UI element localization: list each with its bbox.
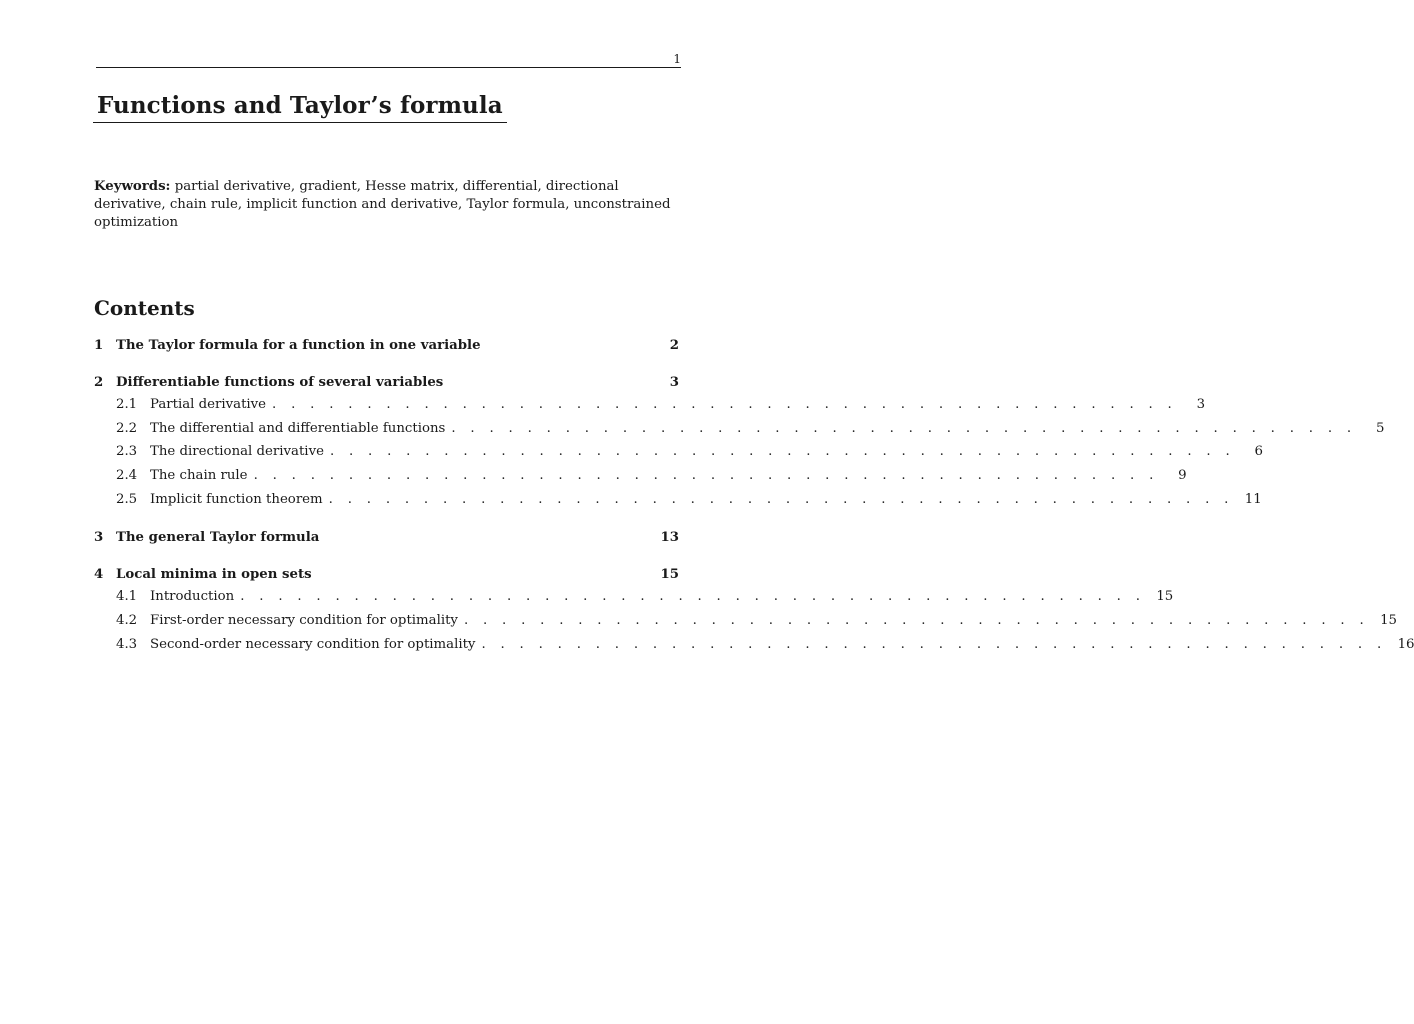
toc-subsection-number: 4.3 bbox=[116, 636, 138, 652]
toc-subsection-number: 2.1 bbox=[116, 397, 138, 412]
keywords-paragraph bbox=[94, 178, 680, 232]
toc-subsection-2-5[interactable] bbox=[94, 491, 1262, 516]
toc-subsection-page: 3 bbox=[1196, 397, 1206, 412]
toc-subsection-title: The directional derivative bbox=[150, 444, 324, 460]
toc-subsection-number: 2.4 bbox=[116, 468, 138, 484]
toc-subsection-title: Implicit function theorem bbox=[150, 491, 323, 507]
toc-subsection-number: 2.5 bbox=[116, 491, 138, 507]
toc-subsection-page: 5 bbox=[1375, 420, 1385, 436]
toc-section-page: 15 bbox=[660, 567, 679, 583]
toc-subsection-4-3[interactable] bbox=[94, 636, 1414, 661]
toc-subsection-title: The chain rule bbox=[150, 468, 248, 484]
toc-subsection-page: 15 bbox=[1380, 613, 1397, 629]
table-of-contents bbox=[94, 338, 1414, 661]
toc-section-title: The Taylor formula for a function in one variable bbox=[116, 338, 481, 353]
toc-subsection-page: 9 bbox=[1178, 468, 1187, 484]
toc-subsection-2-4[interactable] bbox=[94, 468, 1187, 492]
toc-subsection-title: Second-order necessary condition for optimality bbox=[150, 636, 476, 652]
toc-subsection-4-2[interactable] bbox=[94, 613, 1397, 637]
keywords-text: partial derivative, gradient, Hesse matrix, differential, directional derivative, chain rule, implicit function and derivative, Taylor formula, unconstrained optimization bbox=[94, 179, 671, 230]
toc-section-page: 13 bbox=[660, 530, 679, 546]
toc-subsection-4-1[interactable] bbox=[94, 589, 1174, 613]
toc-subsection-title: Introduction bbox=[150, 589, 235, 605]
toc-section-number: 3 bbox=[94, 530, 104, 546]
toc-subsection-2-2[interactable] bbox=[94, 420, 1385, 445]
toc-section-3[interactable] bbox=[94, 530, 679, 552]
toc-subsection-number: 2.2 bbox=[116, 420, 138, 436]
toc-subsection-title: The differential and differentiable functions bbox=[150, 420, 446, 436]
header-rule bbox=[96, 67, 681, 68]
contents-heading: Contents bbox=[94, 296, 195, 320]
title-block bbox=[93, 90, 507, 123]
toc-subsection-page: 6 bbox=[1254, 444, 1263, 460]
toc-dot-leader: . . . . . . . . . . . . . . . . . . . . . . . . . . . . . . . . . . . . . . . . . . . . . . . . bbox=[329, 444, 1235, 460]
toc-dot-leader: . . . . . . . . . . . . . . . . . . . . . . . . . . . . . . . . . . . . . . . . . . . . . . . . bbox=[328, 491, 1234, 507]
toc-subsection-page: 15 bbox=[1156, 589, 1174, 605]
toc-section-title: Local minima in open sets bbox=[116, 567, 312, 583]
toc-dot-leader: . . . . . . . . . . . . . . . . . . . . . . . . . . . . . . . . . . . . . . . . . . . . . . . . bbox=[253, 468, 1159, 484]
toc-dot-leader: . . . . . . . . . . . . . . . . . . . . . . . . . . . . . . . . . . . . . . . . . . . . . . . . bbox=[463, 613, 1369, 629]
toc-subsection-2-1[interactable] bbox=[94, 397, 1206, 421]
toc-dot-leader: . . . . . . . . . . . . . . . . . . . . . . . . . . . . . . . . . . . . . . . . . . . . . . . . bbox=[451, 420, 1357, 436]
toc-subsection-number: 4.1 bbox=[116, 589, 138, 605]
toc-dot-leader: . . . . . . . . . . . . . . . . . . . . . . . . . . . . . . . . . . . . . . . . . . . . . . . . bbox=[272, 397, 1178, 412]
toc-section-title: The general Taylor formula bbox=[116, 530, 320, 546]
toc-section-number: 2 bbox=[94, 375, 104, 390]
toc-subsection-2-3[interactable] bbox=[94, 444, 1263, 468]
toc-section-1[interactable] bbox=[94, 338, 679, 360]
toc-subsection-title: First-order necessary condition for optimality bbox=[150, 613, 458, 629]
toc-section-4[interactable] bbox=[94, 567, 679, 589]
toc-dot-leader: . . . . . . . . . . . . . . . . . . . . . . . . . . . . . . . . . . . . . . . . . . . . . . . . bbox=[240, 589, 1146, 605]
toc-subsection-number: 2.3 bbox=[116, 444, 138, 460]
toc-section-number: 4 bbox=[94, 567, 104, 583]
toc-section-number: 1 bbox=[94, 338, 104, 353]
toc-subsection-title: Partial derivative bbox=[150, 397, 267, 412]
toc-subsection-number: 4.2 bbox=[116, 613, 138, 629]
toc-subsection-page: 11 bbox=[1244, 491, 1262, 507]
keywords-label: Keywords: bbox=[94, 179, 171, 194]
toc-subsection-page: 16 bbox=[1397, 636, 1414, 652]
toc-section-page: 2 bbox=[669, 338, 679, 353]
page-number: 1 bbox=[673, 52, 681, 66]
toc-dot-leader: . . . . . . . . . . . . . . . . . . . . . . . . . . . . . . . . . . . . . . . . . . . . . . . . bbox=[481, 636, 1387, 652]
toc-section-page: 3 bbox=[669, 375, 679, 390]
toc-section-title: Differentiable functions of several variables bbox=[116, 375, 444, 390]
document-title: Functions and Taylor’s formula bbox=[97, 92, 503, 119]
toc-section-2[interactable] bbox=[94, 375, 679, 397]
